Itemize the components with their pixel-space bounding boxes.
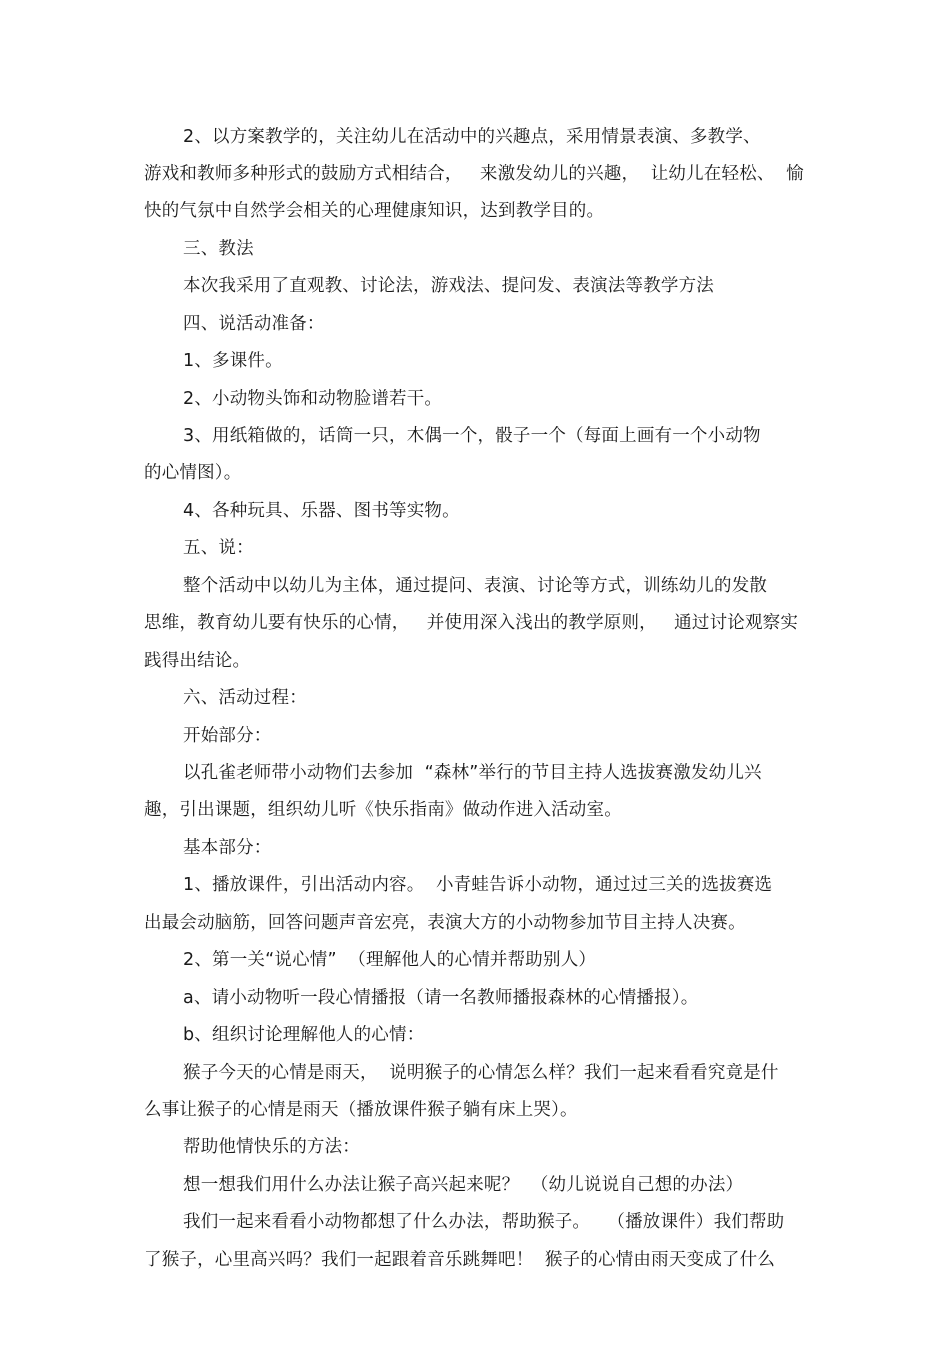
text-line: 本次我采用了直观教、讨论法，游戏法、提问发、表演法等教学方法 [183, 276, 714, 296]
text-line: 么事让猴子的心情是雨天（播放课件猴子躺有床上哭）。 [144, 1100, 578, 1120]
text-line: 2、以方案教学的，关注幼儿在活动中的兴趣点，采用情景表演、多教学、 [183, 127, 761, 147]
list-item: 3、用纸箱做的，话筒一只，木偶一个，骰子一个（每面上画有一个小动物 [183, 426, 761, 446]
text-line: 践得出结论。 [144, 651, 251, 671]
text-line: 出最会动脑筋，回答问题声音宏亮，表演大方的小动物参加节目主持人决赛。 [144, 913, 746, 933]
list-item: 2、第一关“说心情” （理解他人的心情并帮助别人） [183, 950, 597, 970]
section-heading: 三、教法 [183, 239, 254, 259]
text-line: 我们一起来看看小动物都想了什么办法，帮助猴子。 （播放课件）我们帮助 [183, 1212, 785, 1232]
text-line: 的心情图）。 [144, 463, 242, 483]
section-heading: 六、活动过程： [183, 688, 307, 708]
section-heading: 五、说： [183, 538, 254, 558]
text-line: 了猴子，心里高兴吗？我们一起跟着音乐跳舞吧！ 猴子的心情由雨天变成了什么 [144, 1250, 776, 1270]
text-line: 猴子今天的心情是雨天， 说明猴子的心情怎么样？我们一起来看看究竟是什 [183, 1063, 779, 1083]
text-line: 整个活动中以幼儿为主体，通过提问、表演、讨论等方式，训练幼儿的发散 [183, 576, 768, 596]
list-item: 1、播放课件，引出活动内容。 小青蛙告诉小动物，通过过三关的选拔赛选 [183, 875, 773, 895]
text-line: 想一想我们用什么办法让猴子高兴起来呢？ （幼儿说说自己想的办法） [183, 1175, 744, 1195]
list-item: 1、多课件。 [183, 351, 283, 371]
text-line: 快的气氛中自然学会相关的心理健康知识，达到教学目的。 [144, 201, 605, 221]
list-item: b、组织讨论理解他人的心情： [183, 1025, 425, 1045]
text-line: 趣，引出课题，组织幼儿听《快乐指南》做动作进入活动室。 [144, 800, 622, 820]
text-line: 以孔雀老师带小动物们去参加 “森林”举行的节目主持人选拔赛激发幼儿兴 [183, 763, 762, 783]
text-line: 游戏和教师多种形式的鼓励方式相结合， 来激发幼儿的兴趣， 让幼儿在轻松、 愉 [144, 164, 804, 184]
subsection-heading: 基本部分： [183, 838, 272, 858]
list-item: 4、各种玩具、乐器、图书等实物。 [183, 501, 460, 521]
section-heading: 四、说活动准备： [183, 314, 325, 334]
subsection-heading: 开始部分： [183, 726, 272, 746]
list-item: a、请小动物听一段心情播报（请一名教师播报森林的心情播报）。 [183, 988, 699, 1008]
text-line: 思维，教育幼儿要有快乐的心情， 并使用深入浅出的教学原则， 通过讨论观察实 [144, 613, 799, 633]
subsection-heading: 帮助他情快乐的方法： [183, 1137, 360, 1157]
list-item: 2、小动物头饰和动物脸谱若干。 [183, 389, 443, 409]
